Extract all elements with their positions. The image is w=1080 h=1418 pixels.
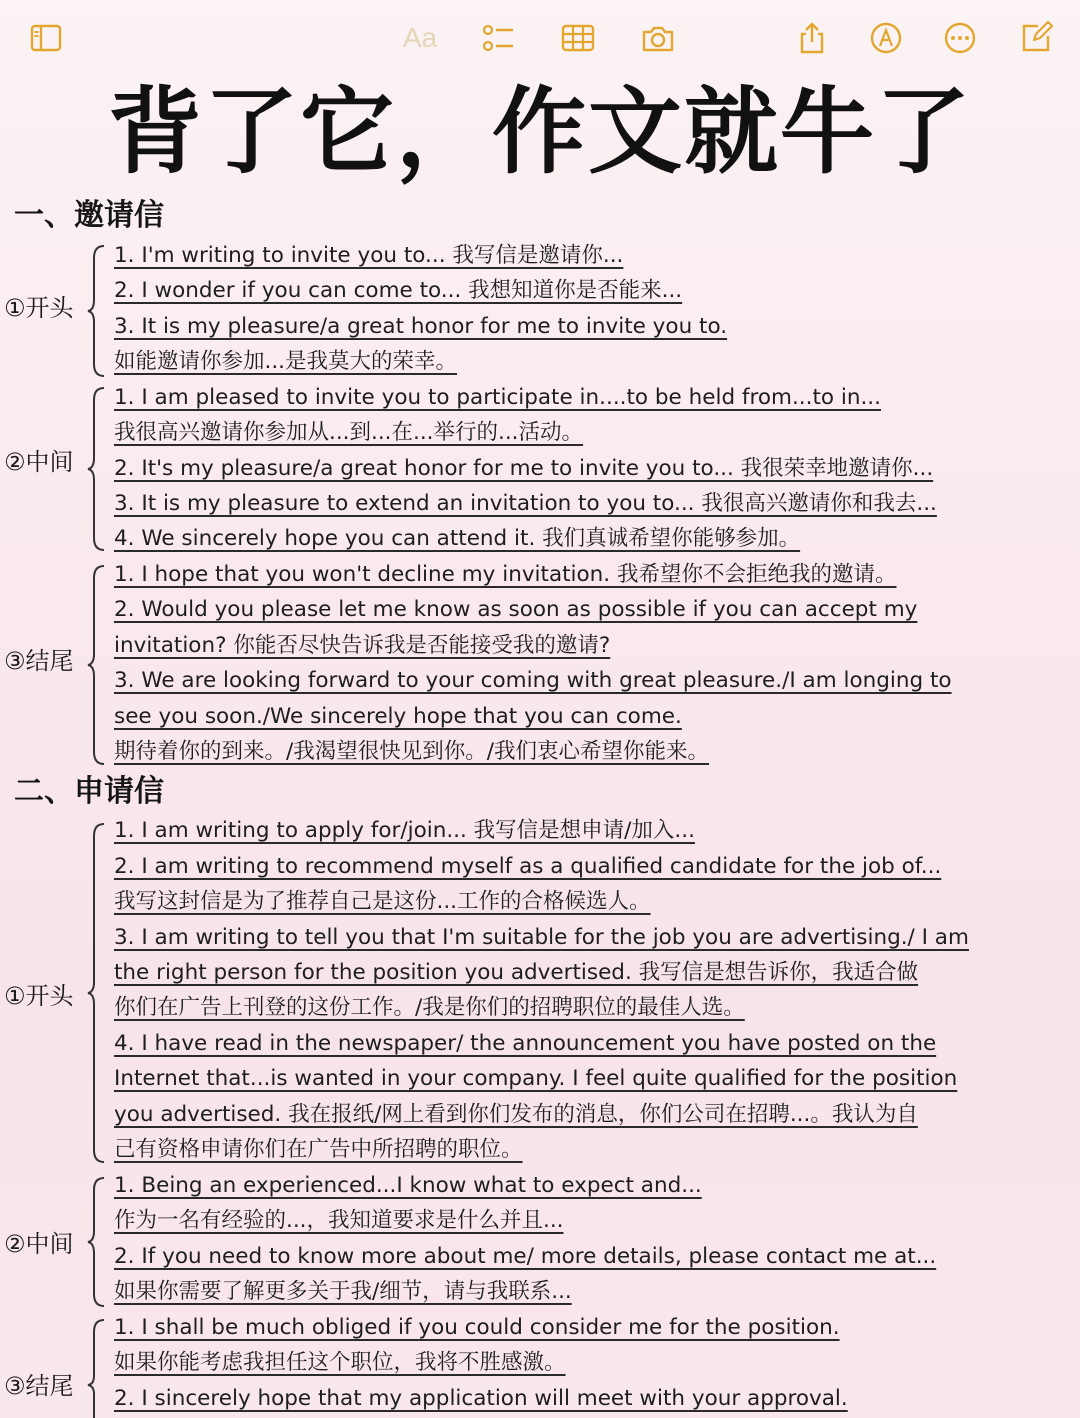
line: 3. I am writing to tell you that I'm suitable for the job you are advertising./ I am bbox=[114, 925, 969, 950]
line: 如能邀请你参加...是我莫大的荣幸。 bbox=[114, 349, 458, 374]
part-label-closing: ③结尾 bbox=[4, 647, 74, 675]
part-label-middle: ②中间 bbox=[4, 448, 74, 476]
line: the right person for the position you advertised. 我写信是想告诉你，我适合做 bbox=[114, 960, 919, 985]
sidebar-icon[interactable] bbox=[26, 18, 66, 58]
line: 4. I have read in the newspaper/ the announcement you have posted on the bbox=[114, 1031, 937, 1056]
part-label-opening: ①开头 bbox=[4, 294, 74, 322]
brace bbox=[86, 386, 108, 552]
line: 2. I wonder if you can come to... 我想知道你是否能来... bbox=[114, 278, 683, 303]
line: 2. If you need to know more about me/ more details, please contact me at... bbox=[114, 1244, 937, 1269]
line: 1. I am pleased to invite you to participate in....to be held from...to in... bbox=[114, 385, 881, 410]
line: 1. I'm writing to invite you to... 我写信是邀请你... bbox=[114, 243, 624, 268]
line: 3. We are looking forward to your coming with great pleasure./I am longing to bbox=[114, 668, 952, 693]
compose-icon[interactable] bbox=[1016, 18, 1056, 58]
brace bbox=[86, 244, 108, 378]
camera-icon[interactable] bbox=[638, 18, 678, 58]
line: 1. I hope that you won't decline my invitation. 我希望你不会拒绝我的邀请。 bbox=[114, 562, 897, 587]
line: 我很高兴邀请你参加从...到...在...举行的...活动。 bbox=[114, 420, 584, 445]
line: 2. I sincerely hope that my application will meet with your approval. bbox=[114, 1386, 848, 1411]
line: 如果你需要了解更多关于我/细节，请与我联系... bbox=[114, 1279, 572, 1304]
line: 2. Would you please let me know as soon as possible if you can accept my bbox=[114, 597, 918, 622]
line: Internet that...is wanted in your company. I feel quite qualified for the position bbox=[114, 1066, 958, 1091]
checklist-icon[interactable] bbox=[478, 18, 518, 58]
part-label-opening: ①开头 bbox=[4, 982, 74, 1010]
line: 你们在广告上刊登的这份工作。/我是你们的招聘职位的最佳人选。 bbox=[114, 995, 745, 1020]
line: 如果你能考虑我担任这个职位，我将不胜感激。 bbox=[114, 1350, 566, 1375]
line: 2. I am writing to recommend myself as a qualified candidate for the job of... bbox=[114, 854, 942, 879]
line: invitation? 你能否尽快告诉我是否能接受我的邀请? bbox=[114, 633, 611, 658]
line: 3. It is my pleasure/a great honor for me to invite you to. bbox=[114, 314, 728, 339]
brace bbox=[86, 1318, 108, 1418]
line: 期待着你的到来。/我渴望很快见到你。/我们衷心希望你能来。 bbox=[114, 739, 709, 764]
line: 1. I am writing to apply for/join... 我写信是想申请/加入... bbox=[114, 818, 695, 843]
line: 1. Being an experienced...I know what to expect and... bbox=[114, 1173, 702, 1198]
line: see you soon./We sincerely hope that you can come. bbox=[114, 704, 682, 729]
part-label-closing: ③结尾 bbox=[4, 1372, 74, 1400]
more-icon[interactable] bbox=[940, 18, 980, 58]
markup-icon[interactable] bbox=[866, 18, 906, 58]
format-button[interactable]: Aa bbox=[402, 22, 438, 53]
brace bbox=[86, 564, 108, 766]
line: 作为一名有经验的...，我知道要求是什么并且... bbox=[114, 1208, 564, 1233]
part-label-middle: ②中间 bbox=[4, 1230, 74, 1258]
line: 我写这封信是为了推荐自己是这份...工作的合格候选人。 bbox=[114, 889, 651, 914]
line: 4. We sincerely hope you can attend it. 我们真诚希望你能够参加。 bbox=[114, 526, 801, 551]
page-title: 背了它，作文就牛了 bbox=[107, 78, 972, 187]
brace bbox=[86, 1176, 108, 1308]
line: 2. It's my pleasure/a great honor for me to invite you to... 我很荣幸地邀请你... bbox=[114, 456, 934, 481]
section-heading-application: 二、申请信 bbox=[14, 774, 164, 809]
share-icon[interactable] bbox=[792, 18, 832, 58]
toolbar bbox=[0, 0, 1080, 76]
brace bbox=[86, 822, 108, 1164]
line: 己有资格申请你们在广告中所招聘的职位。 bbox=[114, 1137, 523, 1162]
line: you advertised. 我在报纸/网上看到你们发布的消息，你们公司在招聘...。我认为自 bbox=[114, 1102, 918, 1127]
table-icon[interactable] bbox=[558, 18, 598, 58]
line: 1. I shall be much obliged if you could consider me for the position. bbox=[114, 1315, 840, 1340]
line: 3. It is my pleasure to extend an invitation to you to... 我很高兴邀请你和我去... bbox=[114, 491, 937, 516]
section-heading-invitation: 一、邀请信 bbox=[14, 198, 164, 233]
